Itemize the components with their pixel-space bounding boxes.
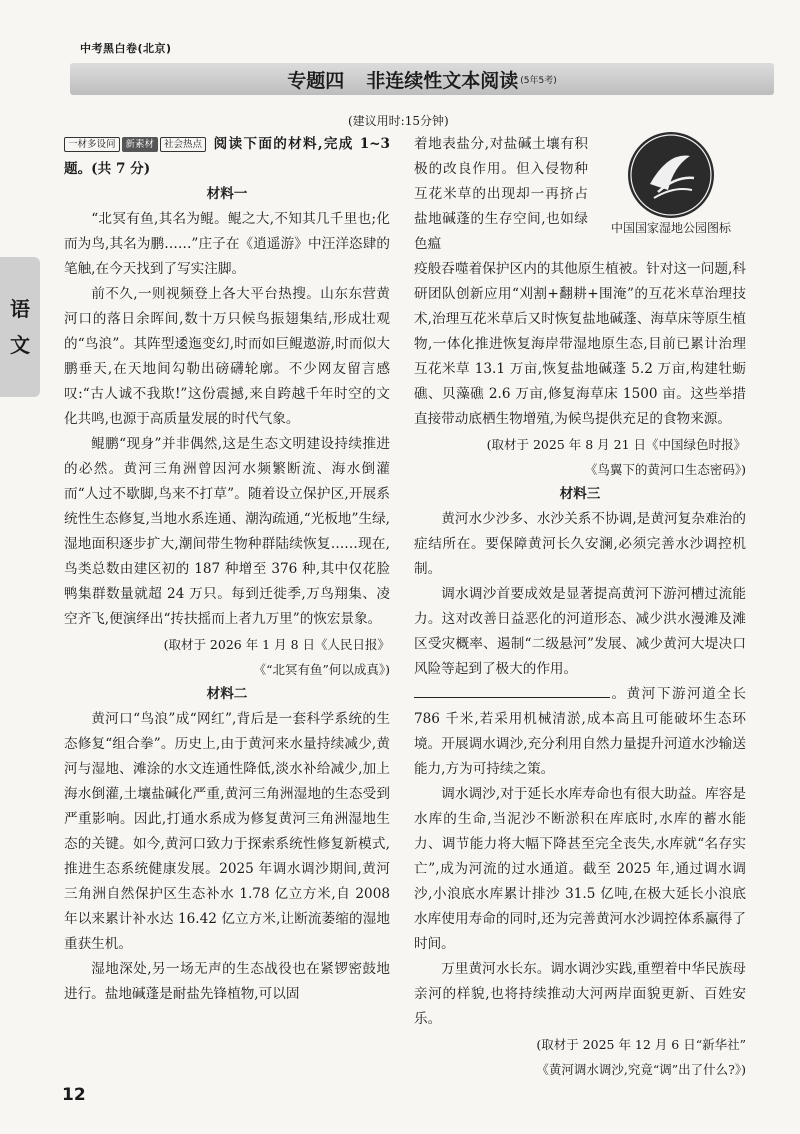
material-3-title: 材料三 — [559, 486, 601, 502]
material-2-continuation: 着地表盐分,对盐碱土壤有积极的改良作用。但入侵物种互花米草的出现却一再挤占盐地碱蓬的生存空间,也如绿色瘟 — [414, 136, 588, 252]
material-3-paragraph: 万里黄河水长东。调水调沙实践,重塑着中华民族母亲河的样貌,也将持续推动大河两岸面貌更新、百姓安乐。 — [414, 961, 746, 1027]
tag-social-hotspot: 社会热点 — [160, 137, 206, 152]
material-1-paragraph: “北冥有鱼,其名为鲲。鲲之大,不知其几千里也;化而为鸟,其名为鹏……”庄子在《逍遥游》中汪洋恣肆的笔触,在今天找到了写实注脚。 — [64, 211, 390, 277]
material-2-source: (取材于 2025 年 8 月 21 日《中国绿色时报》 — [486, 437, 746, 452]
wetland-park-logo-icon — [628, 132, 714, 218]
topic-label: 专题四 — [287, 69, 345, 92]
tag-multi-question: 一材多设问 — [64, 137, 120, 152]
subject-tab — [0, 257, 40, 397]
right-column — [414, 132, 746, 1082]
material-3-paragraph-with-blank — [414, 682, 746, 782]
logo-caption: 中国国家湿地公园图标 — [610, 221, 731, 235]
material-1-paragraph: 鲲鹏“现身”并非偶然,这是生态文明建设持续推进的必然。黄河三角洲曾因河水频繁断流、海水倒灌而“人过不歇脚,鸟来不打草”。随着设立保护区,开展系统性生态修复,当地水系连通、潮沟疏通,“光板地”生绿,湿地面积逐步扩大,潮间带生物种群陆续恢复……现在,鸟类总数由建区初的 187 种增至 376 种,其中仅花脸鸭集群数量就超 24 万只。每到迁徙季,万鸟翔集、凌空齐飞,便演绎出“抟扶摇而上者九万里”的恢宏景象。 — [64, 436, 390, 627]
page-number: 12 — [62, 1085, 86, 1105]
material-2-paragraph: 湿地深处,另一场无声的生态战役也在紧锣密鼓地进行。盐地碱蓬是耐盐先锋植物,可以固 — [64, 961, 390, 1002]
material-2-title: 材料二 — [206, 686, 248, 702]
material-1-source-title: 《“北冥有鱼”何以成真》) — [253, 662, 390, 677]
material-2-paragraph: 黄河口“鸟浪”成“网红”,背后是一套科学系统的生态修复“组合拳”。历史上,由于黄河来水量持续减少,黄河与湿地、滩涂的水文连通性降低,淡水补给减少,加上海水倒灌,土壤盐碱化严重,黄河三角洲湿地的生态受到严重影响。因此,打通水系成为修复黄河三角洲湿地生态的关键。如今,黄河口致力于探索系统性修复新模式,推进生态系统健康发展。2025 年调水调沙期间,黄河三角洲自然保护区生态补水 1.78 亿立方米,自 2008 年以来累计补水达 16.42 亿立方米,让断流萎缩的湿地重获生机。 — [64, 711, 390, 952]
topic-title: 非连续性文本阅读 — [366, 69, 519, 92]
left-column — [64, 132, 390, 1007]
material-3-paragraph: 调水调沙首要成效是显著提高黄河下游河槽过流能力。这对改善日益恶化的河道形态、减少洪水漫滩及滩区受灾概率、遏制“二级悬河”发展、减少黄河大堤决口风险等起到了极大的作用。 — [414, 586, 746, 677]
subject-char-2: 文 — [10, 333, 30, 357]
topic-note: (5年5考) — [520, 75, 557, 86]
time-hint: (建议用时:15分钟) — [348, 114, 449, 128]
topic-banner — [70, 63, 774, 95]
material-3-paragraph: 调水调沙,对于延长水库寿命也有很大助益。库容是水库的生命,当泥沙不断淤积在库底时,水库的蓄水能力、调节能力将大幅下降甚至完全丧失,水库就“名存实亡”,成为河流的过水通道。截至 2025 年,通过调水调沙,小浪底水库累计排沙 31.5 亿吨,在极大延长小浪底水库使用寿命的同时,还为完善黄河水沙调控体系赢得了时间。 — [414, 786, 746, 952]
material-3-paragraph: 黄河水少沙多、水沙关系不协调,是黄河复杂难治的症结所在。要保障黄河长久安澜,必须完善水沙调控机制。 — [414, 511, 746, 577]
subject-char-1: 语 — [10, 297, 30, 321]
material-2-continuation-2: 疫般吞噬着保护区内的其他原生植被。针对这一问题,科研团队创新应用“刈割+翻耕+围淹”的互花米草治理技术,治理互花米草后又时恢复盐地碱蓬、海草床等原生植物,一体化推进恢复海岸带湿地原生态,目前已累计治理互花米草 13.1 万亩,恢复盐地碱蓬 5.2 万亩,构建牡蛎礁、贝藻礁 2.6 万亩,修复海草床 1500 亩。这些举措直接带动底栖生物增殖,为候鸟提供充足的食物来源。 — [414, 261, 746, 427]
material-1-paragraph: 前不久,一则视频登上各大平台热搜。山东东营黄河口的落日余晖间,数十万只候鸟振翅集结,形成壮观的“鸟浪”。其阵型逶迤变幻,时而如巨鲲遨游,时而似大鹏垂天,在天地间勾勒出磅礴轮廓。不少网友留言感叹:“古人诚不我欺!”这份震撼,来自跨越千年时空的文化共鸣,也源于高质量发展的时代气象。 — [64, 286, 390, 427]
material-3-source: (取材于 2025 年 12 月 6 日“新华社” — [536, 1037, 746, 1052]
material-1-title: 材料一 — [206, 186, 248, 202]
material-1-source: (取材于 2026 年 1 月 8 日《人民日报》 — [163, 637, 390, 652]
material-2-source-title: 《鸟翼下的黄河口生态密码》) — [584, 462, 746, 477]
material-3-text: 。黄河下游河道全长 786 千米,若采用机械清淤,成本高且可能破坏生态环境。开展调水调沙,充分利用自然力量提升河道水沙输送能力,方为可持续之策。 — [414, 686, 746, 777]
material-3-source-title: 《黄河调水调沙,究竟“调”出了什么?》) — [536, 1062, 746, 1077]
fill-in-blank[interactable] — [414, 685, 610, 698]
wetland-logo-figure — [596, 132, 746, 236]
intro-text: 阅读下面的材料,完成 1~3 题。(共 7 分) — [64, 136, 390, 177]
book-title: 中考黑白卷(北京) — [80, 42, 172, 55]
tag-new-material: 新素材 — [122, 137, 159, 152]
intro-line — [64, 132, 390, 182]
